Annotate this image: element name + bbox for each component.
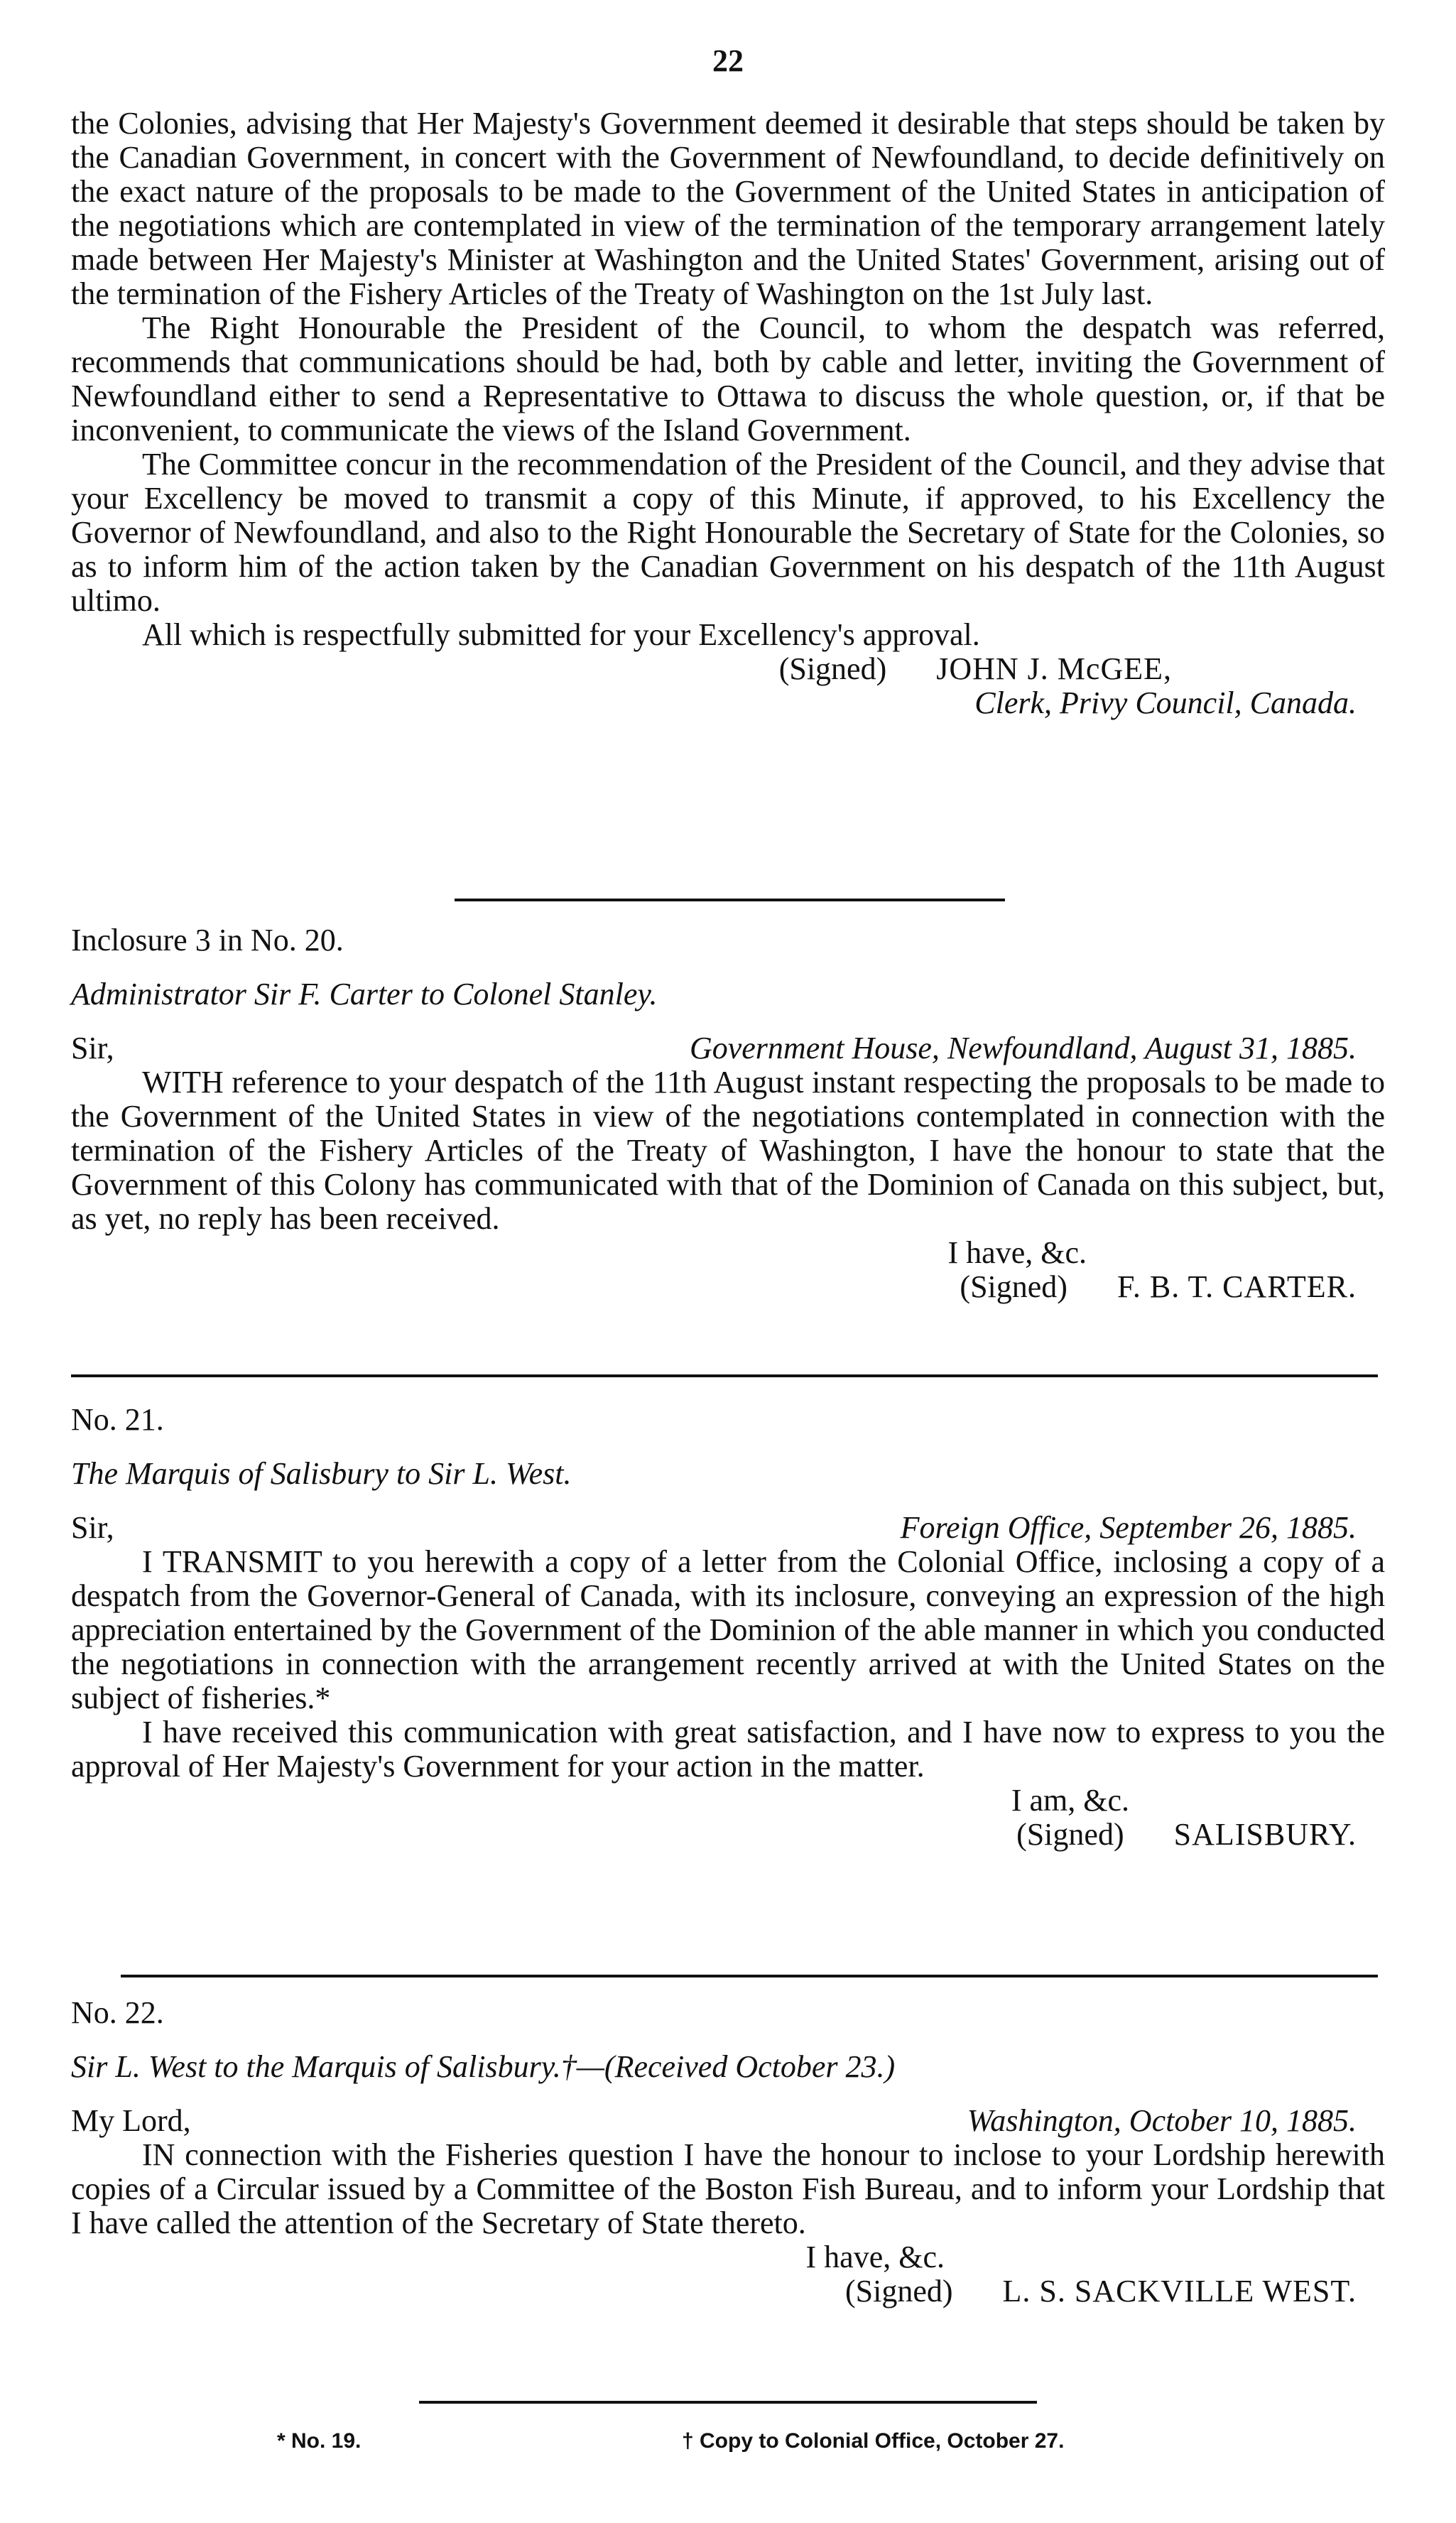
salutation-row: [71, 1511, 1385, 1545]
signature-block: [71, 1818, 1385, 1852]
signature-block: [71, 2274, 1385, 2308]
signature-block: [71, 652, 1385, 686]
dateline: Government House, Newfoundland, August 31, 1885.: [689, 1031, 1357, 1065]
signer-name: SALISBURY.: [1173, 1817, 1357, 1852]
footnote-right: † Copy to Colonial Office, October 27.: [682, 2429, 1065, 2453]
signed-label: (Signed): [1016, 1817, 1124, 1852]
signer-title: Clerk, Privy Council, Canada.: [974, 685, 1357, 720]
salutation: My Lord,: [71, 2103, 191, 2138]
paragraph: I have received this communication with great satisfaction, and I have now to express to you the approval of Her Majesty's Government for your action in the matter.: [71, 1715, 1385, 1784]
dateline: Washington, October 10, 1885.: [967, 2103, 1357, 2138]
paragraph: The Committee concur in the recommendation of the President of the Council, and they advise that your Excellency be moved to transmit a copy of this Minute, if approved, to his Excellency the Governor of Newfoundland, and also to the Right Honourable the Secretary of State for the Colonies, so as to inform him of the action taken by the Canadian Government on his despatch of the 11th August ultimo.: [71, 447, 1385, 618]
divider: [71, 1374, 1378, 1377]
signed-label: (Signed): [845, 2274, 953, 2308]
paragraph: IN connection with the Fisheries question I have the honour to inclose to your Lordship herewith copies of a Circular issued by a Committee of the Boston Fish Bureau, and to inform your Lordship that I have called the attention of the Secretary of State thereto.: [71, 2137, 1385, 2240]
footnote-left: * No. 19.: [277, 2429, 362, 2453]
section-heading: Inclosure 3 in No. 20.: [71, 923, 344, 957]
salutation: Sir,: [71, 1510, 114, 1545]
letter-no-21: [71, 1403, 1385, 1852]
dateline: Foreign Office, September 26, 1885.: [900, 1510, 1357, 1545]
section-subheading: Administrator Sir F. Carter to Colonel Stanley.: [71, 977, 658, 1011]
paragraph: All which is respectfully submitted for your Excellency's approval.: [142, 617, 980, 652]
divider: [121, 1975, 1378, 1977]
paragraph: I TRANSMIT to you herewith a copy of a letter from the Colonial Office, inclosing a copy of a despatch from the Governor-General of Canada, with its inclosure, conveying an expression of the high appreciation entertained by the Government of the Dominion of the able manner in which you conducted the negotiations in connection with the arrangement recently arrived at with the United States on the subject of fisheries.*: [71, 1544, 1385, 1715]
section-heading: No. 21.: [71, 1402, 164, 1437]
salutation-row: [71, 2104, 1385, 2138]
signer-name: JOHN J. McGEE,: [936, 651, 1172, 686]
signed-label: (Signed): [778, 651, 887, 686]
paragraph: WITH reference to your despatch of the 11th August instant respecting the proposals to be made to the Government of the United States in view of the negotiations contemplated in connection with the termination of the Fishery Articles of the Treaty of Washington, I have the honour to state that the Government of this Colony has communicated with that of the Dominion of Canada on this subject, but, as yet, no reply has been received.: [71, 1065, 1385, 1236]
signer-name: L. S. SACKVILLE WEST.: [1002, 2274, 1357, 2308]
paragraph: The Right Honourable the President of the Council, to whom the despatch was referred, recommends that communications should be had, both by cable and letter, inviting the Government of Newfoundland either to send a Representative to Ottawa to discuss the whole question, or, if that be inconvenient, to communicate the views of the Island Government.: [71, 310, 1385, 447]
paragraph: the Colonies, advising that Her Majesty's Government deemed it desirable that steps should be taken by the Canadian Government, in concert with the Government of Newfoundland, to decide definitively on the exact nature of the proposals to be made to the Government of the United States in anticipation of the negotiations which are contemplated in view of the termination of the temporary arrangement lately made between Her Majesty's Minister at Washington and the United States' Government, arising out of the termination of the Fishery Articles of the Treaty of Washington on the 1st July last.: [71, 106, 1385, 311]
signer-name: F. B. T. CARTER.: [1117, 1269, 1357, 1304]
divider: [419, 2401, 1037, 2404]
minute-continuation: [71, 107, 1385, 720]
inclosure-3-letter: [71, 923, 1385, 1304]
closing: I am, &c.: [1011, 1783, 1129, 1818]
closing: I have, &c.: [805, 2240, 945, 2274]
section-heading: No. 22.: [71, 1995, 164, 2030]
salutation-row: [71, 1031, 1385, 1065]
closing: I have, &c.: [947, 1235, 1087, 1270]
section-subheading: Sir L. West to the Marquis of Salisbury.†—(Received October 23.): [71, 2049, 896, 2084]
salutation: Sir,: [71, 1031, 114, 1065]
divider: [455, 899, 1005, 901]
signature-block: [71, 1270, 1385, 1304]
section-subheading: The Marquis of Salisbury to Sir L. West.: [71, 1456, 572, 1491]
letter-no-22: [71, 1996, 1385, 2308]
page-number: 22: [712, 43, 744, 78]
signed-label: (Signed): [960, 1269, 1067, 1304]
